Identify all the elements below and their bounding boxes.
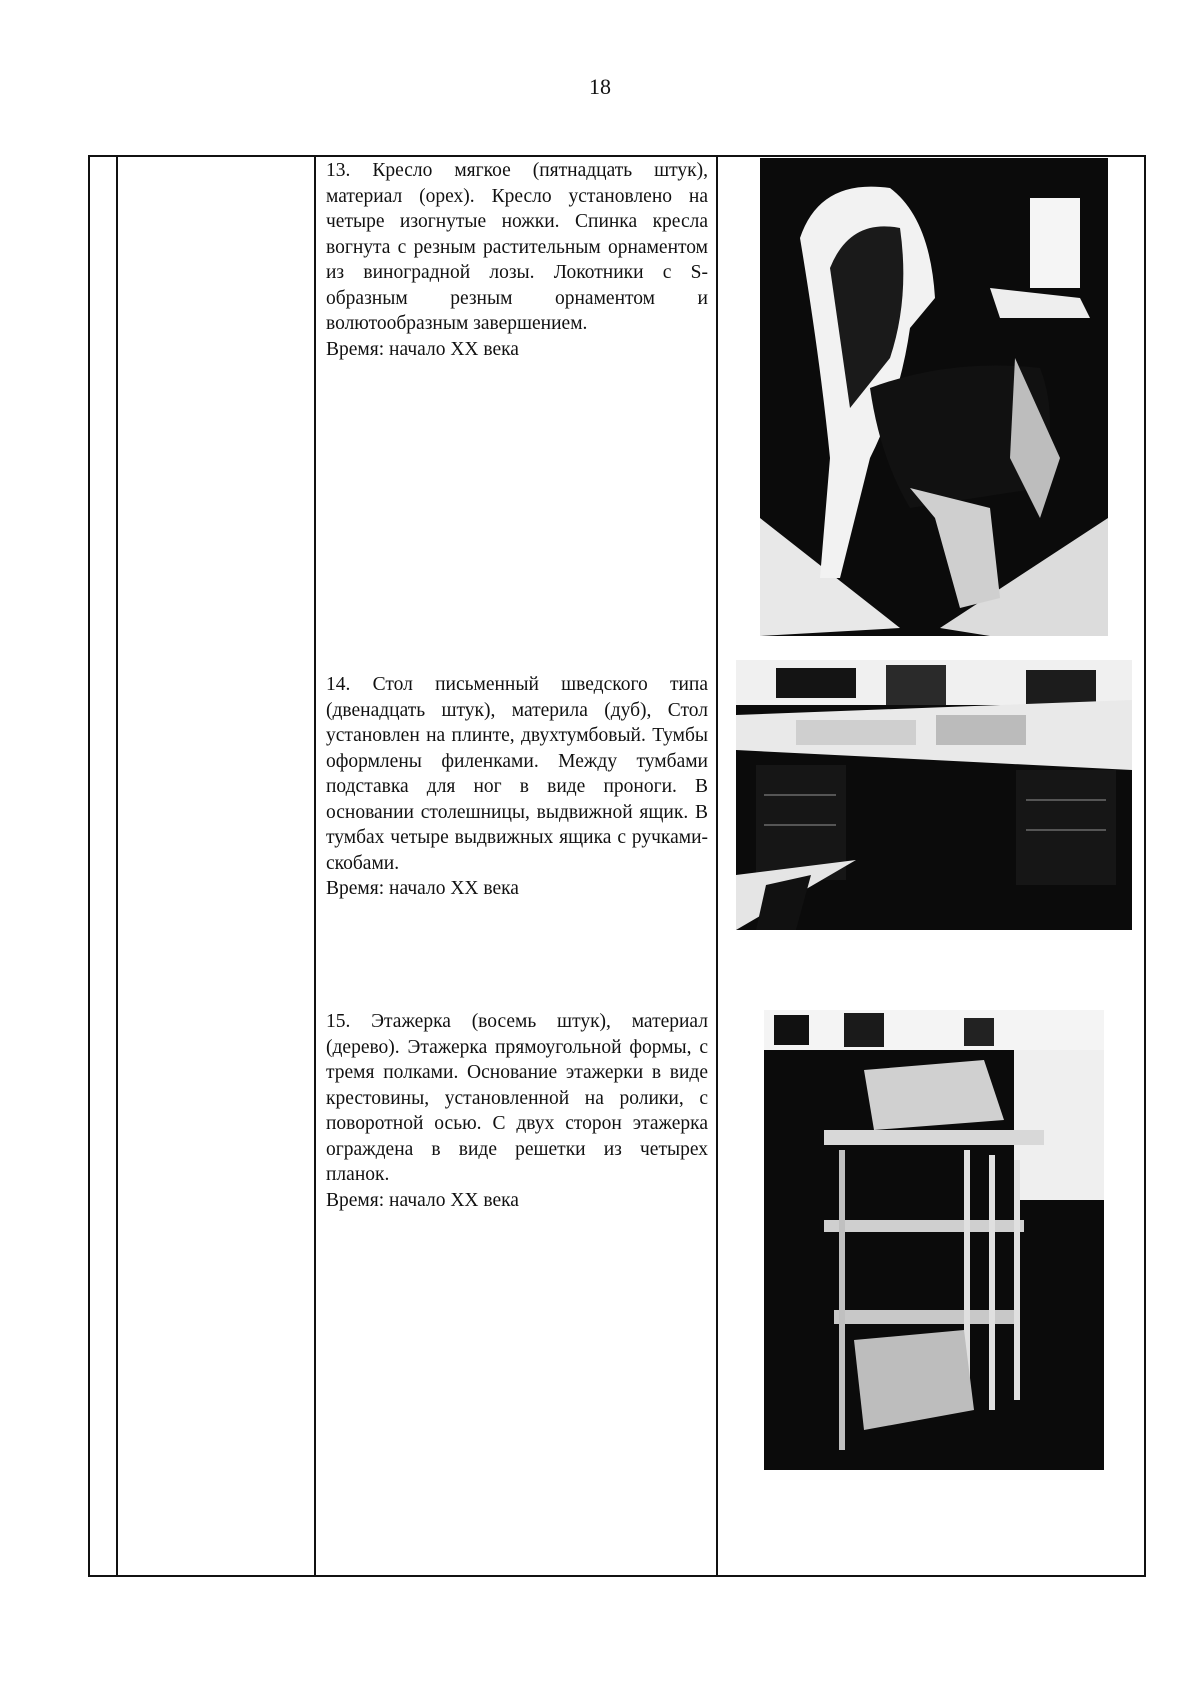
entry-14-text [326, 672, 708, 902]
desk-photo [736, 660, 1132, 930]
entry-time: Время: начало XX века [326, 1189, 519, 1211]
entry-13-text [326, 158, 708, 362]
entry-time: Время: начало XX века [326, 338, 519, 360]
column-divider [116, 157, 118, 1575]
entry-15-text [326, 1009, 708, 1213]
shelf-photo [764, 1010, 1104, 1470]
entry-time: Время: начало XX века [326, 878, 519, 899]
entry-description: 14. Стол письменный шведского типа (двенадцать штук), материла (дуб), Стол установлен на плинте, двухтумбовый. Тумбы оформлены филенками. Между тумбами подставка для ног в виде проноги. В основании столешницы, выдвижной ящик. В тумбах четыре выдвижных ящика с ручками-скобами. [326, 674, 708, 874]
entry-description: 13. Кресло мягкое (пятнадцать штук), материал (орех). Кресло установлено на четыре изогнутые ножки. Спинка кресла вогнута с резным растительным орнаментом из виноградной лозы. Локотники с S-образным резным орнаментом и волютообразным завершением. [326, 160, 708, 334]
column-divider [314, 157, 316, 1575]
armchair-photo [760, 158, 1108, 636]
column-divider [716, 157, 718, 1575]
page-number: 18 [589, 74, 611, 99]
entry-description: 15. Этажерка (восемь штук), материал (дерево). Этажерка прямоугольной формы, с тремя полками. Основание этажерки в виде крестовины, установленной на ролики, с поворотной осью. С двух сторон этажерка ограждена в виде решетки из четырех планок. [326, 1011, 708, 1185]
